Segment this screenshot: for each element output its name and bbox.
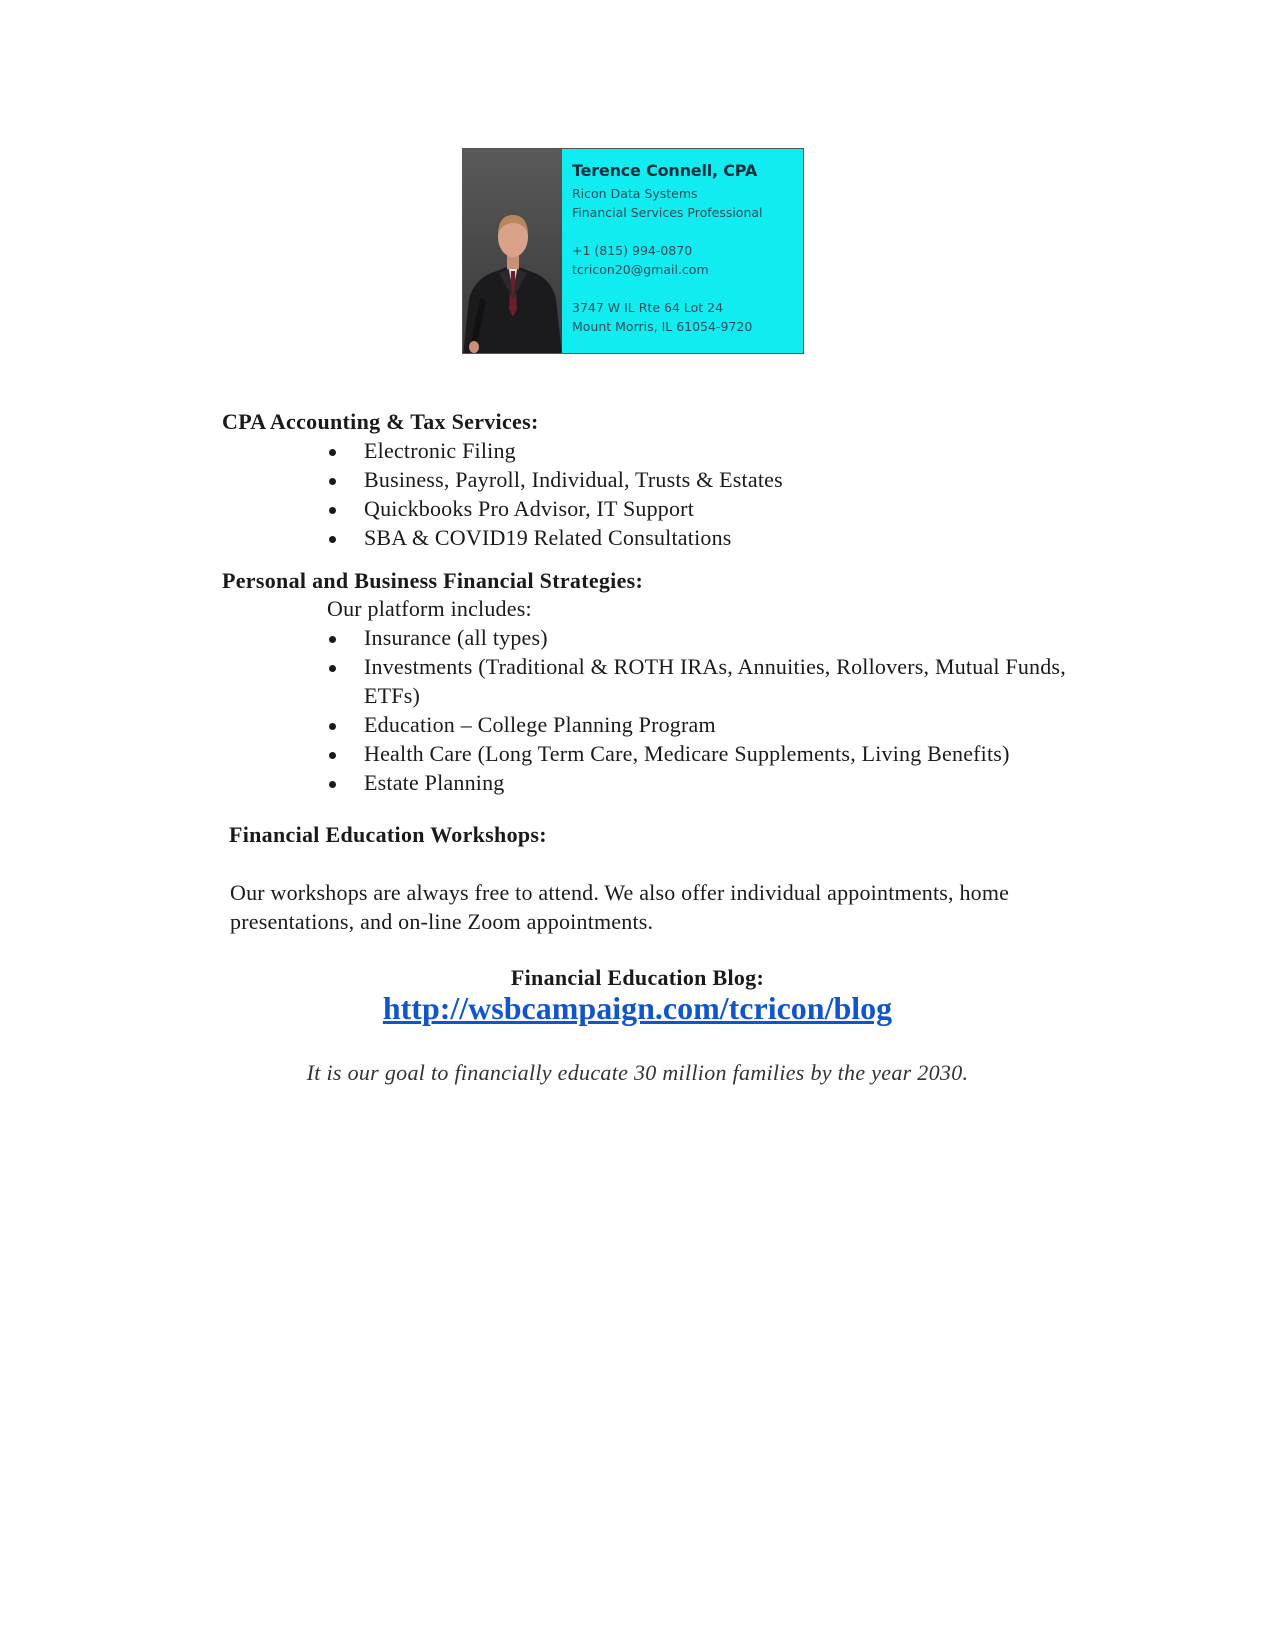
card-name: Terence Connell, CPA: [572, 161, 758, 180]
blog-label: Financial Education Blog:: [510, 965, 765, 990]
card-role: Financial Services Professional: [572, 205, 763, 220]
list-item: SBA & COVID19 Related Consultations: [325, 523, 1124, 552]
profile-photo: [463, 149, 562, 353]
list-item: Investments (Traditional & ROTH IRAs, Annuities, Rollovers, Mutual Funds, ETFs): [325, 652, 1124, 710]
card-company: Ricon Data Systems: [572, 186, 698, 201]
strategies-intro: Our platform includes:: [327, 596, 532, 621]
list-item: Health Care (Long Term Care, Medicare Supplements, Living Benefits): [325, 739, 1124, 768]
card-email: tcricon20@gmail.com: [572, 262, 709, 277]
list-item: Electronic Filing: [325, 436, 1124, 465]
card-details: [572, 161, 797, 336]
list-item: Quickbooks Pro Advisor, IT Support: [325, 494, 1124, 523]
strategies-list: [0, 623, 1066, 797]
business-card: [462, 148, 804, 354]
workshops-text: Our workshops are always free to attend. We also offer individual appointments, home presentations, and on-line Zoom appointments.: [230, 880, 1010, 934]
list-item: Estate Planning: [325, 768, 1124, 797]
card-phone: +1 (815) 994-0870: [572, 243, 693, 258]
card-address-line1: 3747 W IL Rte 64 Lot 24: [572, 300, 724, 315]
card-address-line2: Mount Morris, IL 61054-9720: [572, 319, 753, 334]
blog-link[interactable]: http://wsbcampaign.com/tcricon/blog: [382, 990, 893, 1026]
strategies-heading: Personal and Business Financial Strategies:: [222, 568, 644, 593]
goal-statement: It is our goal to financially educate 30 million families by the year 2030.: [306, 1060, 969, 1085]
cpa-services-heading: CPA Accounting & Tax Services:: [222, 409, 539, 434]
list-item: Insurance (all types): [325, 623, 1124, 652]
cpa-services-list: [0, 436, 799, 552]
list-item: Business, Payroll, Individual, Trusts & Estates: [325, 465, 1124, 494]
blog-link-wrapper: [0, 990, 1275, 1027]
workshops-heading: Financial Education Workshops:: [229, 822, 547, 847]
list-item: Education – College Planning Program: [325, 710, 1124, 739]
